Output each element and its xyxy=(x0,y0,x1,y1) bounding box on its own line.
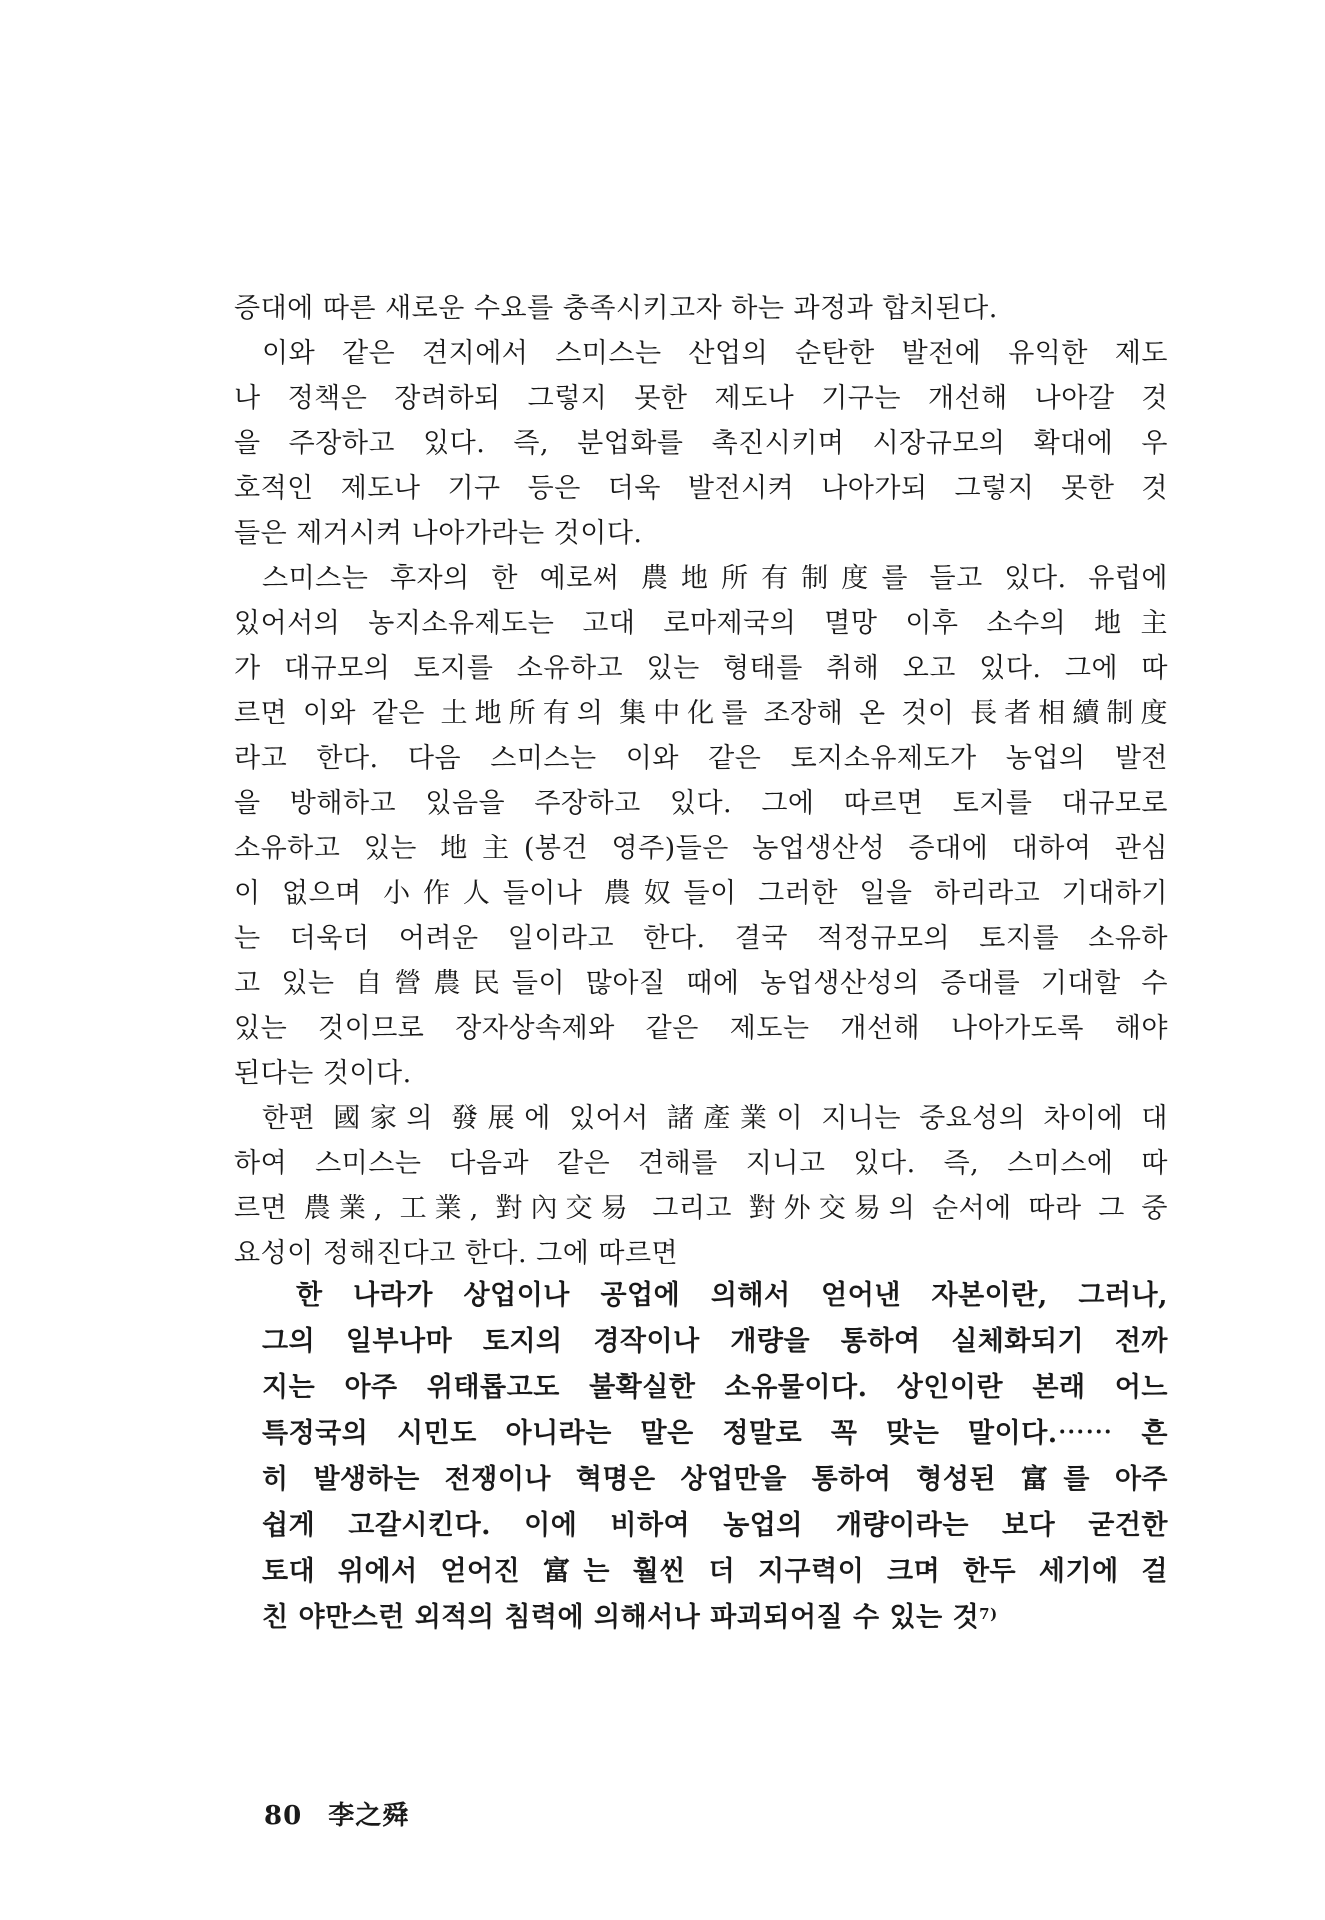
quote-line: 토대 위에서 얻어진 富는 훨씬 더 지구력이 크며 한두 세기에 걸 xyxy=(262,1556,1168,1587)
text-line: 는 더욱더 어려운 일이라고 한다. 결국 적정규모의 토지를 소유하 xyxy=(234,923,1168,954)
text-line: 나 정책은 장려하되 그렇지 못한 제도나 기구는 개선해 나아갈 것 xyxy=(234,383,1168,414)
text-line: 스미스는 후자의 한 예로써 農地所有制度를 들고 있다. 유럽에 xyxy=(262,563,1168,594)
text-line: 증대에 따른 새로운 수요를 충족시키고자 하는 과정과 합치된다. xyxy=(234,293,998,324)
text-line: 이와 같은 견지에서 스미스는 산업의 순탄한 발전에 유익한 제도 xyxy=(262,338,1168,369)
quote-line: 특정국의 시민도 아니라는 말은 정말로 꼭 맞는 말이다.⋯⋯ 흔 xyxy=(262,1418,1168,1449)
text-line: 한편 國家의 發展에 있어서 諸產業이 지니는 중요성의 차이에 대 xyxy=(262,1103,1168,1134)
text-line: 고 있는 自營農民들이 많아질 때에 농업생산성의 증대를 기대할 수 xyxy=(234,968,1168,999)
quote-line-final xyxy=(262,1595,1168,1641)
quote-line: 지는 아주 위태롭고도 불확실한 소유물이다. 상인이란 본래 어느 xyxy=(262,1372,1168,1403)
page-number: 80 xyxy=(264,1801,303,1831)
body-text xyxy=(234,286,1168,1276)
text-line: 있어서의 농지소유제도는 고대 로마제국의 멸망 이후 소수의 地主 xyxy=(234,608,1168,639)
page-footer xyxy=(264,1795,409,1832)
text-line: 이 없으며 小作人들이나 農奴들이 그러한 일을 하리라고 기대하기 xyxy=(234,878,1168,909)
text-line: 호적인 제도나 기구 등은 더욱 발전시켜 나아가되 그렇지 못한 것 xyxy=(234,473,1168,504)
text-line: 을 주장하고 있다. 즉, 분업화를 촉진시키며 시장규모의 확대에 우 xyxy=(234,428,1168,459)
quote-line: 한 나라가 상업이나 공업에 의해서 얻어낸 자본이란, 그러나, xyxy=(296,1280,1168,1311)
author-name: 李之舜 xyxy=(328,1801,410,1831)
quote-line: 히 발생하는 전쟁이나 혁명은 상업만을 통하여 형성된 富를 아주 xyxy=(262,1464,1168,1495)
text-line: 있는 것이므로 장자상속제와 같은 제도는 개선해 나아가도록 해야 xyxy=(234,1013,1168,1044)
text-line: 하여 스미스는 다음과 같은 견해를 지니고 있다. 즉, 스미스에 따 xyxy=(234,1148,1168,1179)
text-line: 소유하고 있는 地主(봉건 영주)들은 농업생산성 증대에 대하여 관심 xyxy=(234,833,1168,864)
text-line: 르면 農業, 工業, 對內交易 그리고 對外交易의 순서에 따라 그 중 xyxy=(234,1193,1168,1224)
text-line: 라고 한다. 다음 스미스는 이와 같은 토지소유제도가 농업의 발전 xyxy=(234,743,1168,774)
quote-line: 그의 일부나마 토지의 경작이나 개량을 통하여 실체화되기 전까 xyxy=(262,1326,1168,1357)
text-line: 을 방해하고 있음을 주장하고 있다. 그에 따르면 토지를 대규모로 xyxy=(234,788,1168,819)
text-line: 르면 이와 같은 土地所有의 集中化를 조장해 온 것이 長者相續制度 xyxy=(234,698,1168,729)
text-line: 가 대규모의 토지를 소유하고 있는 형태를 취해 오고 있다. 그에 따 xyxy=(234,653,1168,684)
text-line: 요성이 정해진다고 한다. 그에 따르면 xyxy=(234,1238,679,1269)
quote-line: 쉽게 고갈시킨다. 이에 비하여 농업의 개량이라는 보다 굳건한 xyxy=(262,1510,1168,1541)
footnote-reference: 7) xyxy=(979,1605,998,1623)
text-line: 들은 제거시켜 나아가라는 것이다. xyxy=(234,518,643,549)
quote-line-text: 친 야만스런 외적의 침력에 의해서나 파괴되어질 수 있는 것 xyxy=(262,1602,980,1633)
text-line: 된다는 것이다. xyxy=(234,1058,412,1089)
block-quote xyxy=(262,1273,1168,1641)
